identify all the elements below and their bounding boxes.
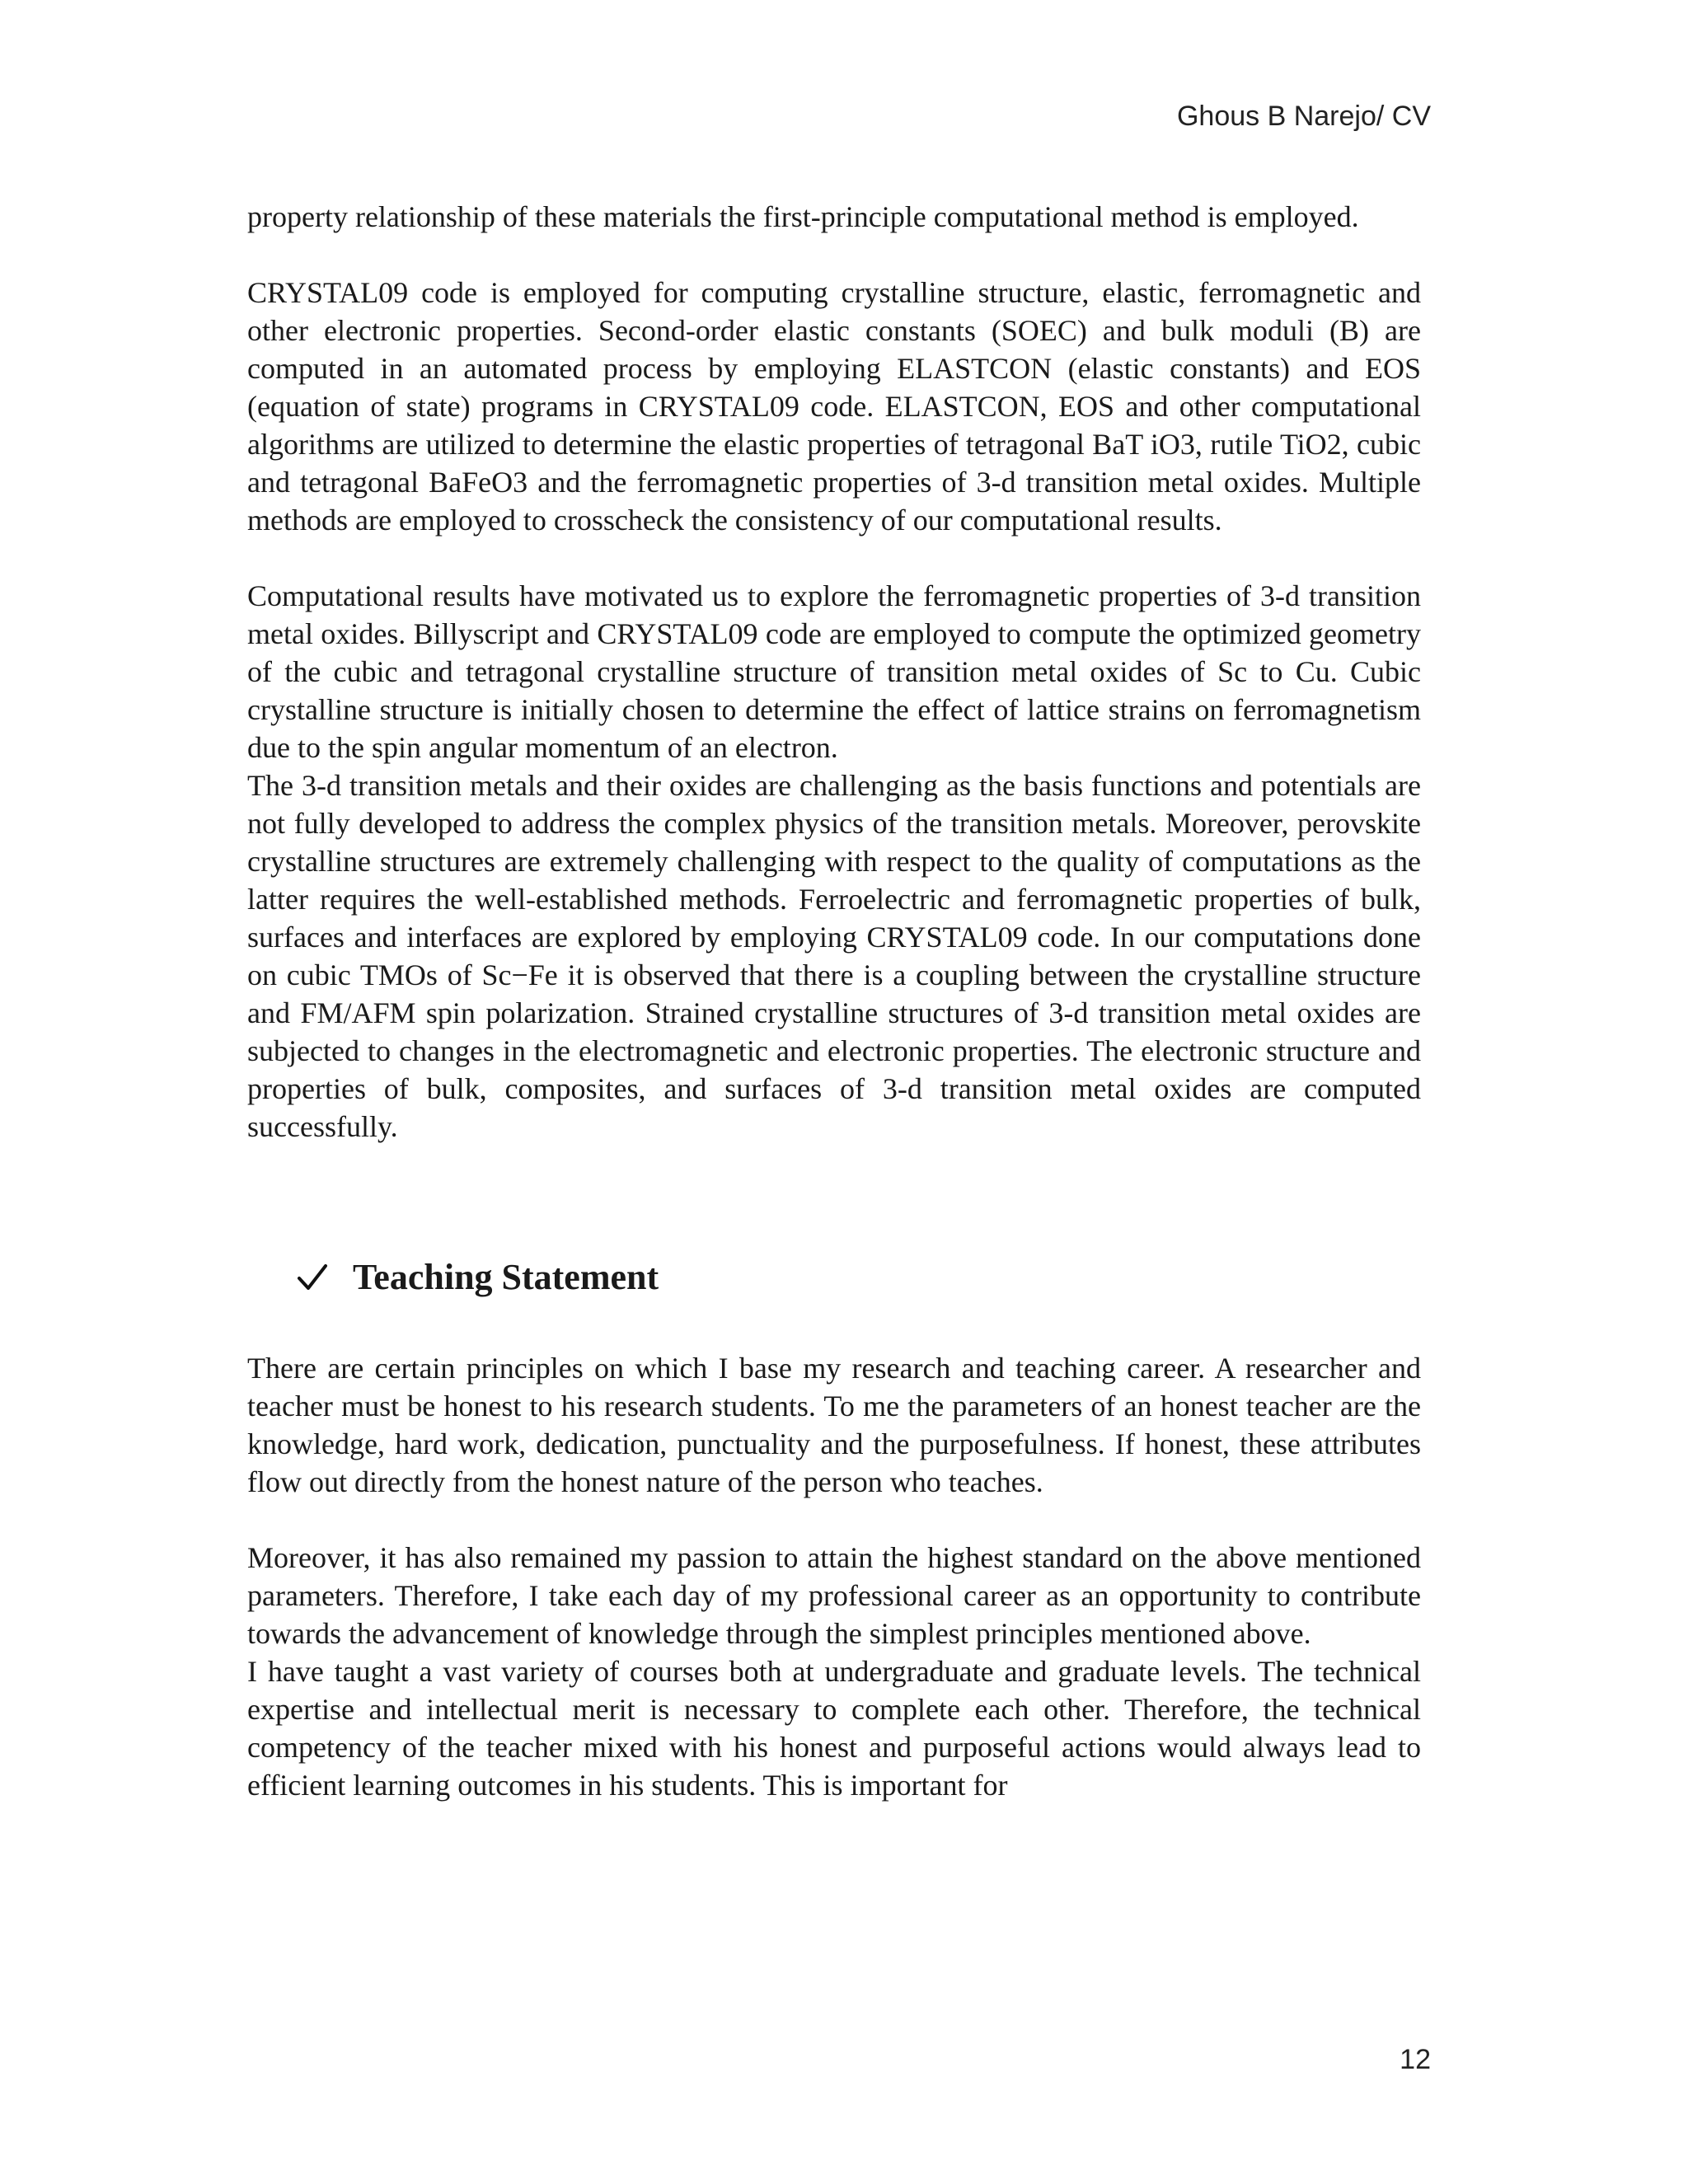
page-number: 12 (1400, 2044, 1431, 2075)
section-title: Teaching Statement (353, 1257, 659, 1297)
teaching-paragraph-2: Moreover, it has also remained my passion to attain the highest standard on the above mentioned parameters. Therefore, I take each day of my professional career as an opportunity to contribute towards the advancement of knowledge through the simplest principles mentioned above. (247, 1541, 1421, 1650)
research-paragraph-3: Computational results have motivated us to explore the ferromagnetic properties of 3-d transition metal oxides. Billyscript and CRYSTAL09 code are employed to compute the optimized geometry of the cubic and tetragonal crystalline structure of transition metal oxides of Sc to Cu. Cubic crystalline structure is initially chosen to determine the effect of lattice strains on ferromagnetism due to the spin angular momentum of an electron. (247, 579, 1421, 764)
research-paragraph-2: CRYSTAL09 code is employed for computing crystalline structure, elastic, ferromagnetic and other electronic properties. Second-order elastic constants (SOEC) and bulk moduli (B) are computed in an automated process by employing ELASTCON (elastic constants) and EOS (equation of state) programs in CRYSTAL09 code. ELASTCON, EOS and other computational algorithms are utilized to determine the elastic properties of tetragonal BaT iO3, rutile TiO2, cubic and tetragonal BaFeO3 and the ferromagnetic properties of 3-d transition metal oxides. Multiple methods are employed to crosscheck the consistency of our computational results. (247, 276, 1421, 537)
teaching-paragraph-1: There are certain principles on which I base my research and teaching career. A researcher and teacher must be honest to his research students. To me the parameters of an honest teacher are the knowledge, hard work, dedication, punctuality and the purposefulness. If honest, these attributes flow out directly from the honest nature of the person who teaches. (247, 1352, 1421, 1498)
teaching-paragraph-3: I have taught a vast variety of courses both at undergraduate and graduate levels. The technical expertise and intellectual merit is necessary to complete each other. Therefore, the technical competency of the teacher mixed with his honest and purposeful actions would always lead to efficient learning outcomes in his students. This is important for (247, 1655, 1421, 1802)
research-paragraph-1: property relationship of these materials the first-principle computational method is employed. (247, 200, 1359, 233)
page-body (247, 198, 1421, 1804)
research-paragraph-4: The 3-d transition metals and their oxides are challenging as the basis functions and potentials are not fully developed to address the complex physics of the transition metals. Moreover, perovskite crystalline structures are extremely challenging with respect to the quality of computations as the latter requires the well-established methods. Ferroelectric and ferromagnetic properties of bulk, surfaces and interfaces are explored by employing CRYSTAL09 code. In our computations done on cubic TMOs of Sc−Fe it is observed that there is a coupling between the crystalline structure and FM/AFM spin polarization. Strained crystalline structures of 3-d transition metal oxides are subjected to changes in the electromagnetic and electronic properties. The electronic structure and properties of bulk, composites, and surfaces of 3-d transition metal oxides are computed successfully. (247, 769, 1421, 1143)
running-header: Ghous B Narejo/ CV (1176, 101, 1431, 132)
teaching-statement-heading (297, 1256, 1421, 1298)
checkmark-icon (297, 1263, 328, 1291)
